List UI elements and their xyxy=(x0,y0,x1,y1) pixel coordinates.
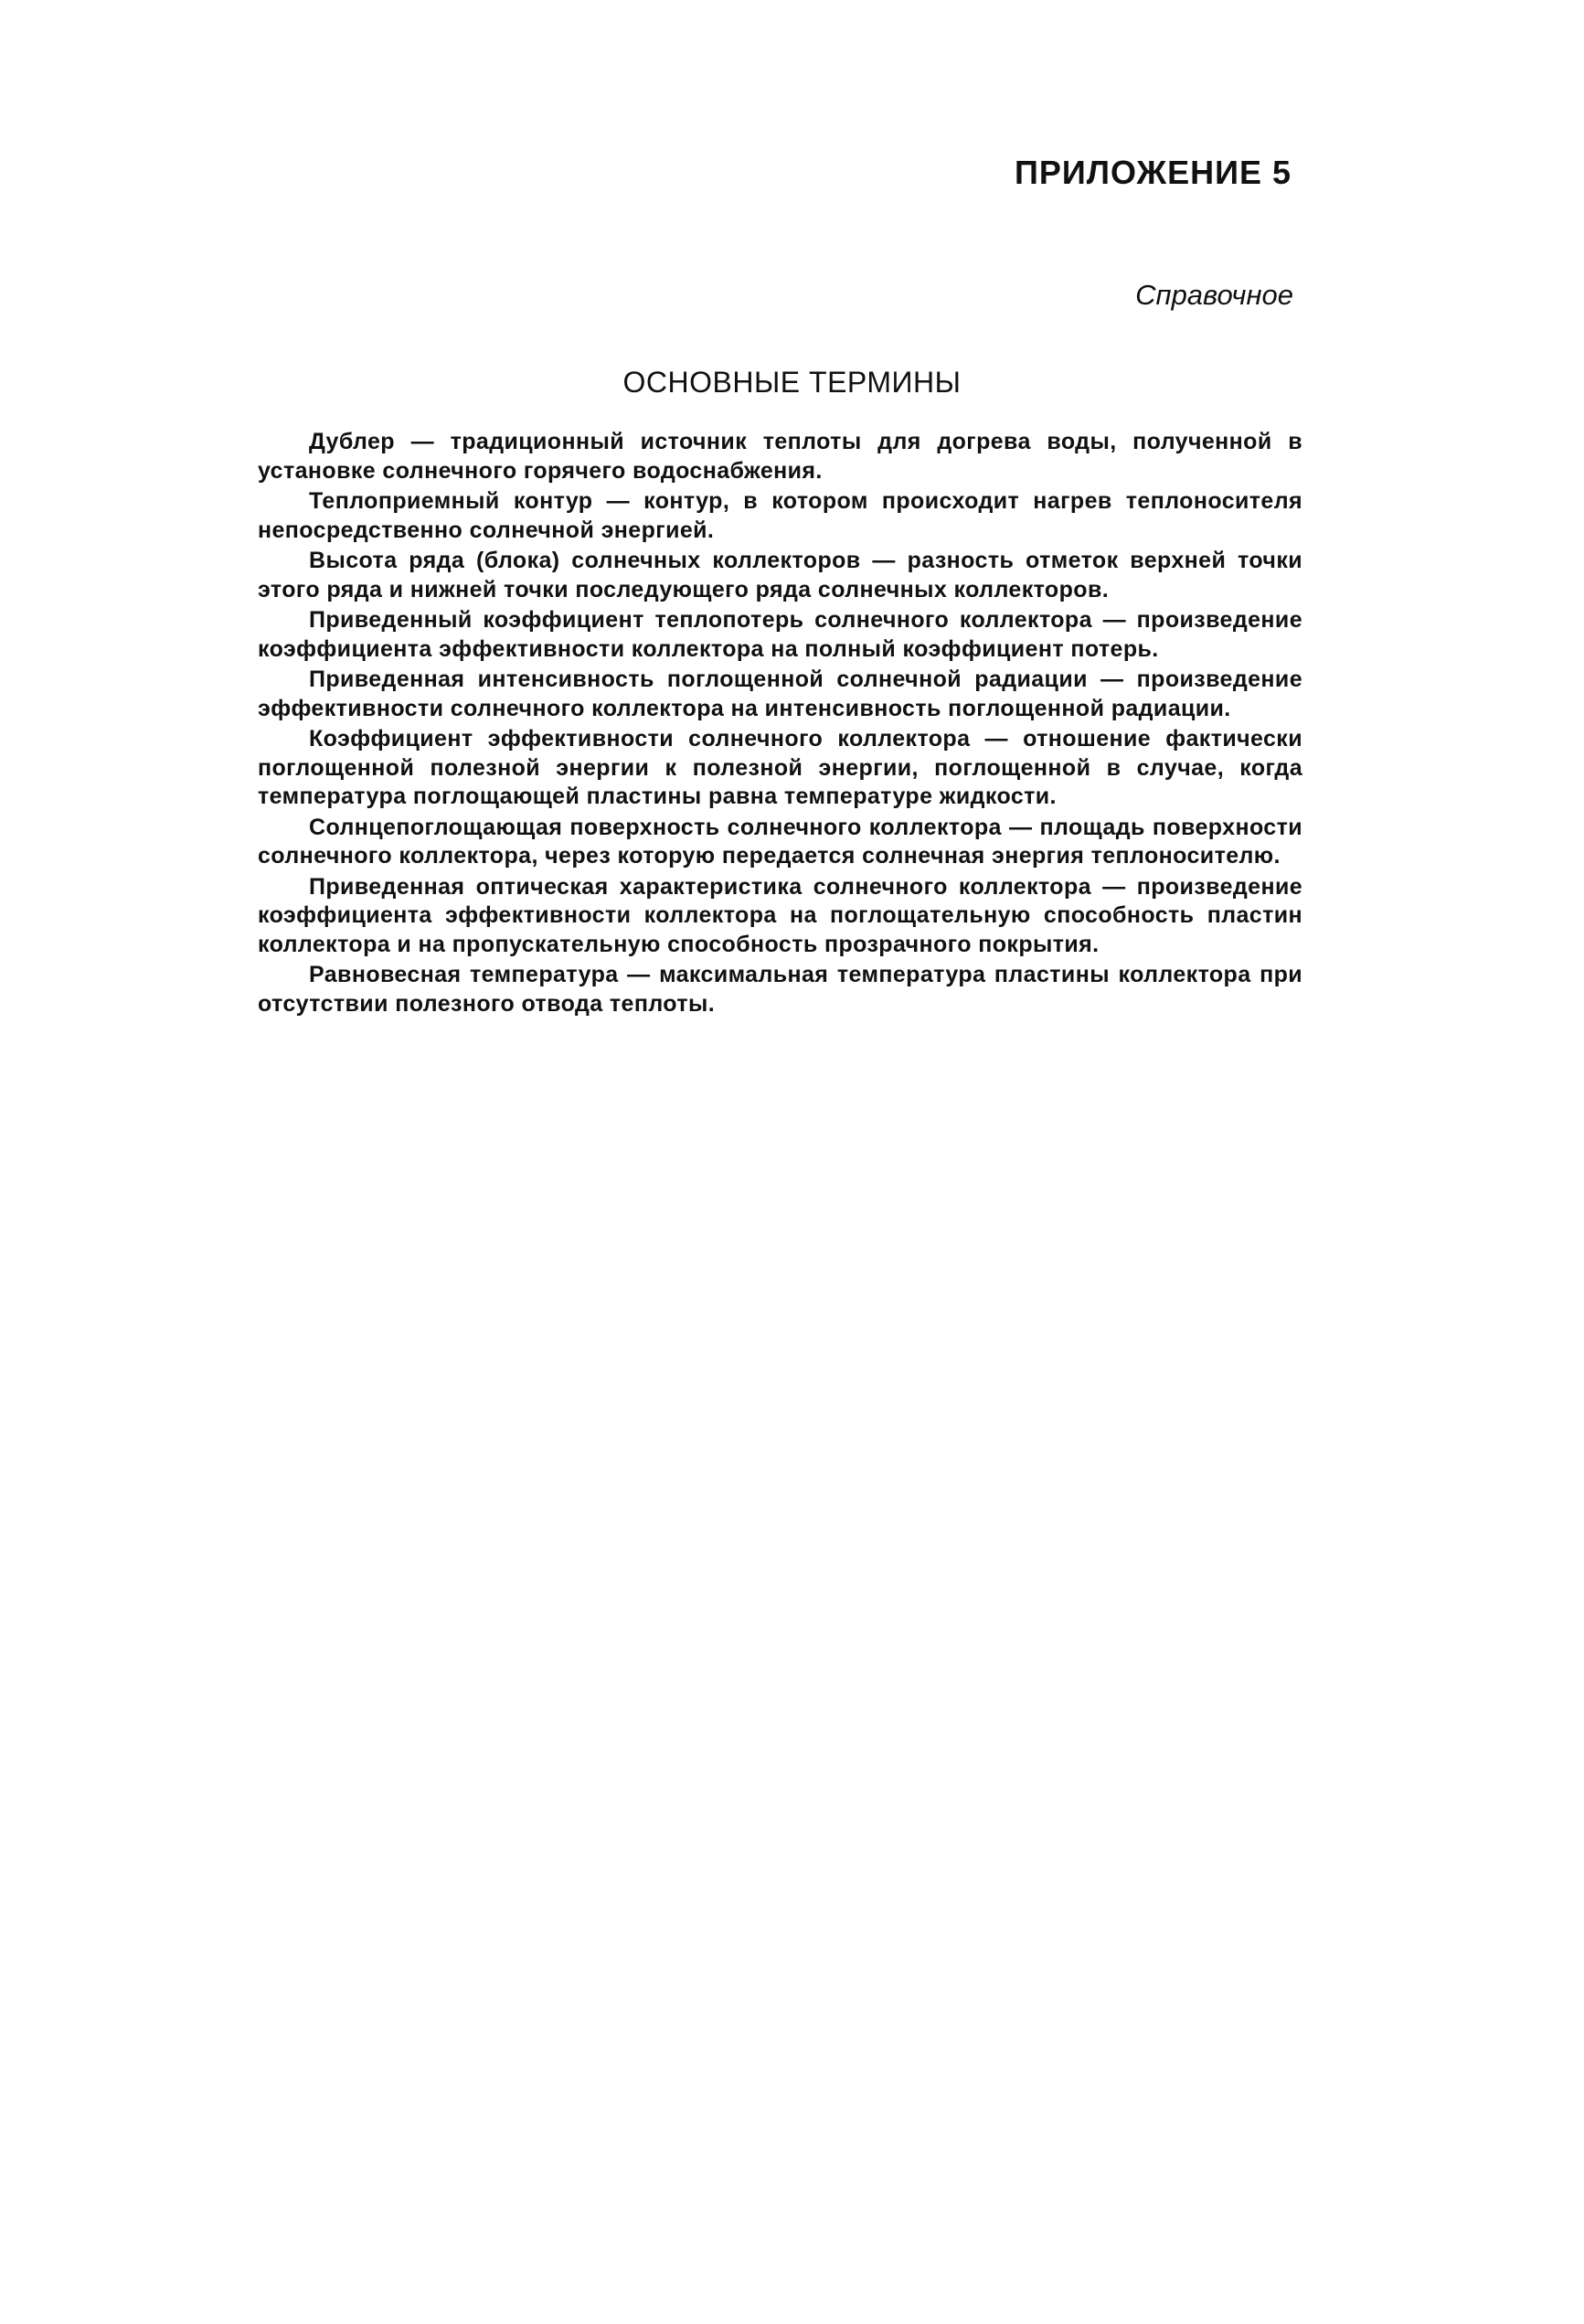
term-separator: — xyxy=(1090,873,1137,900)
term-entry xyxy=(258,428,1302,485)
term-entry xyxy=(258,961,1302,1018)
term-entry xyxy=(258,606,1302,664)
term-separator: — xyxy=(1001,814,1040,840)
term-entry xyxy=(258,814,1302,871)
term-separator: — xyxy=(618,962,660,987)
term-name: Приведенный коэффициент теплопотерь солнечного коллектора xyxy=(309,607,1092,633)
term-definition: произведение коэффициента эффективности коллектора на полный коэффициент потерь. xyxy=(258,607,1302,662)
term-name: Равновесная температура xyxy=(309,962,619,987)
term-definition: произведение эффективности солнечного коллектора на интенсивность поглощенной радиации. xyxy=(258,666,1302,721)
term-separator: — xyxy=(970,726,1024,752)
term-separator: — xyxy=(394,429,451,454)
term-definition: разность отметок верхней точки этого ряда и нижней точки последующего ряда солнечных коллекторов. xyxy=(258,548,1302,602)
term-separator: — xyxy=(1087,666,1137,692)
term-definition: максимальная температура пластины коллектора при отсутствии полезного отвода теплоты. xyxy=(258,962,1303,1017)
term-definition: площадь поверхности солнечного коллектора, через которую передается солнечная энергия теплоносителю. xyxy=(258,814,1302,869)
term-name: Высота ряда (блока) солнечных коллекторов xyxy=(309,548,861,573)
term-entry xyxy=(258,725,1302,812)
term-definition: традиционный источник теплоты для догрева воды, полученной в установке солнечного горячего водоснабжения. xyxy=(258,429,1303,484)
term-entry xyxy=(258,873,1302,960)
term-entry xyxy=(258,487,1302,545)
term-entry xyxy=(258,547,1302,604)
term-definition: произведение коэффициента эффективности коллектора на поглощательную способность пластин коллектора и на пропускательную способность прозрачного покрытия. xyxy=(258,873,1303,957)
term-entry xyxy=(258,666,1302,723)
term-definition: отношение фактически поглощенной полезной энергии к полезной энергии, поглощенной в случае, когда температура поглощающей пластины равна температуре жидкости. xyxy=(258,726,1302,809)
section-title: ОСНОВНЫЕ ТЕРМИНЫ xyxy=(622,366,962,399)
term-name: Дублер xyxy=(309,429,395,454)
term-name: Теплоприемный контур xyxy=(309,488,593,514)
term-separator: — xyxy=(1091,607,1137,633)
term-separator: — xyxy=(592,488,644,514)
term-name: Приведенная интенсивность поглощенной солнечной радиации xyxy=(309,666,1088,692)
term-name: Солнцепоглощающая поверхность солнечного коллектора xyxy=(309,814,1002,840)
terms-list xyxy=(258,428,1302,1020)
term-definition: контур, в котором происходит нагрев теплоносителя непосредственно солнечной энергией. xyxy=(258,488,1302,543)
term-name: Приведенная оптическая характеристика солнечного коллектора xyxy=(309,873,1091,900)
term-name: Коэффициент эффективности солнечного коллектора xyxy=(309,726,971,752)
reference-status: Справочное xyxy=(1135,279,1293,311)
term-separator: — xyxy=(860,548,908,573)
appendix-title: ПРИЛОЖЕНИЕ 5 xyxy=(1014,154,1292,191)
